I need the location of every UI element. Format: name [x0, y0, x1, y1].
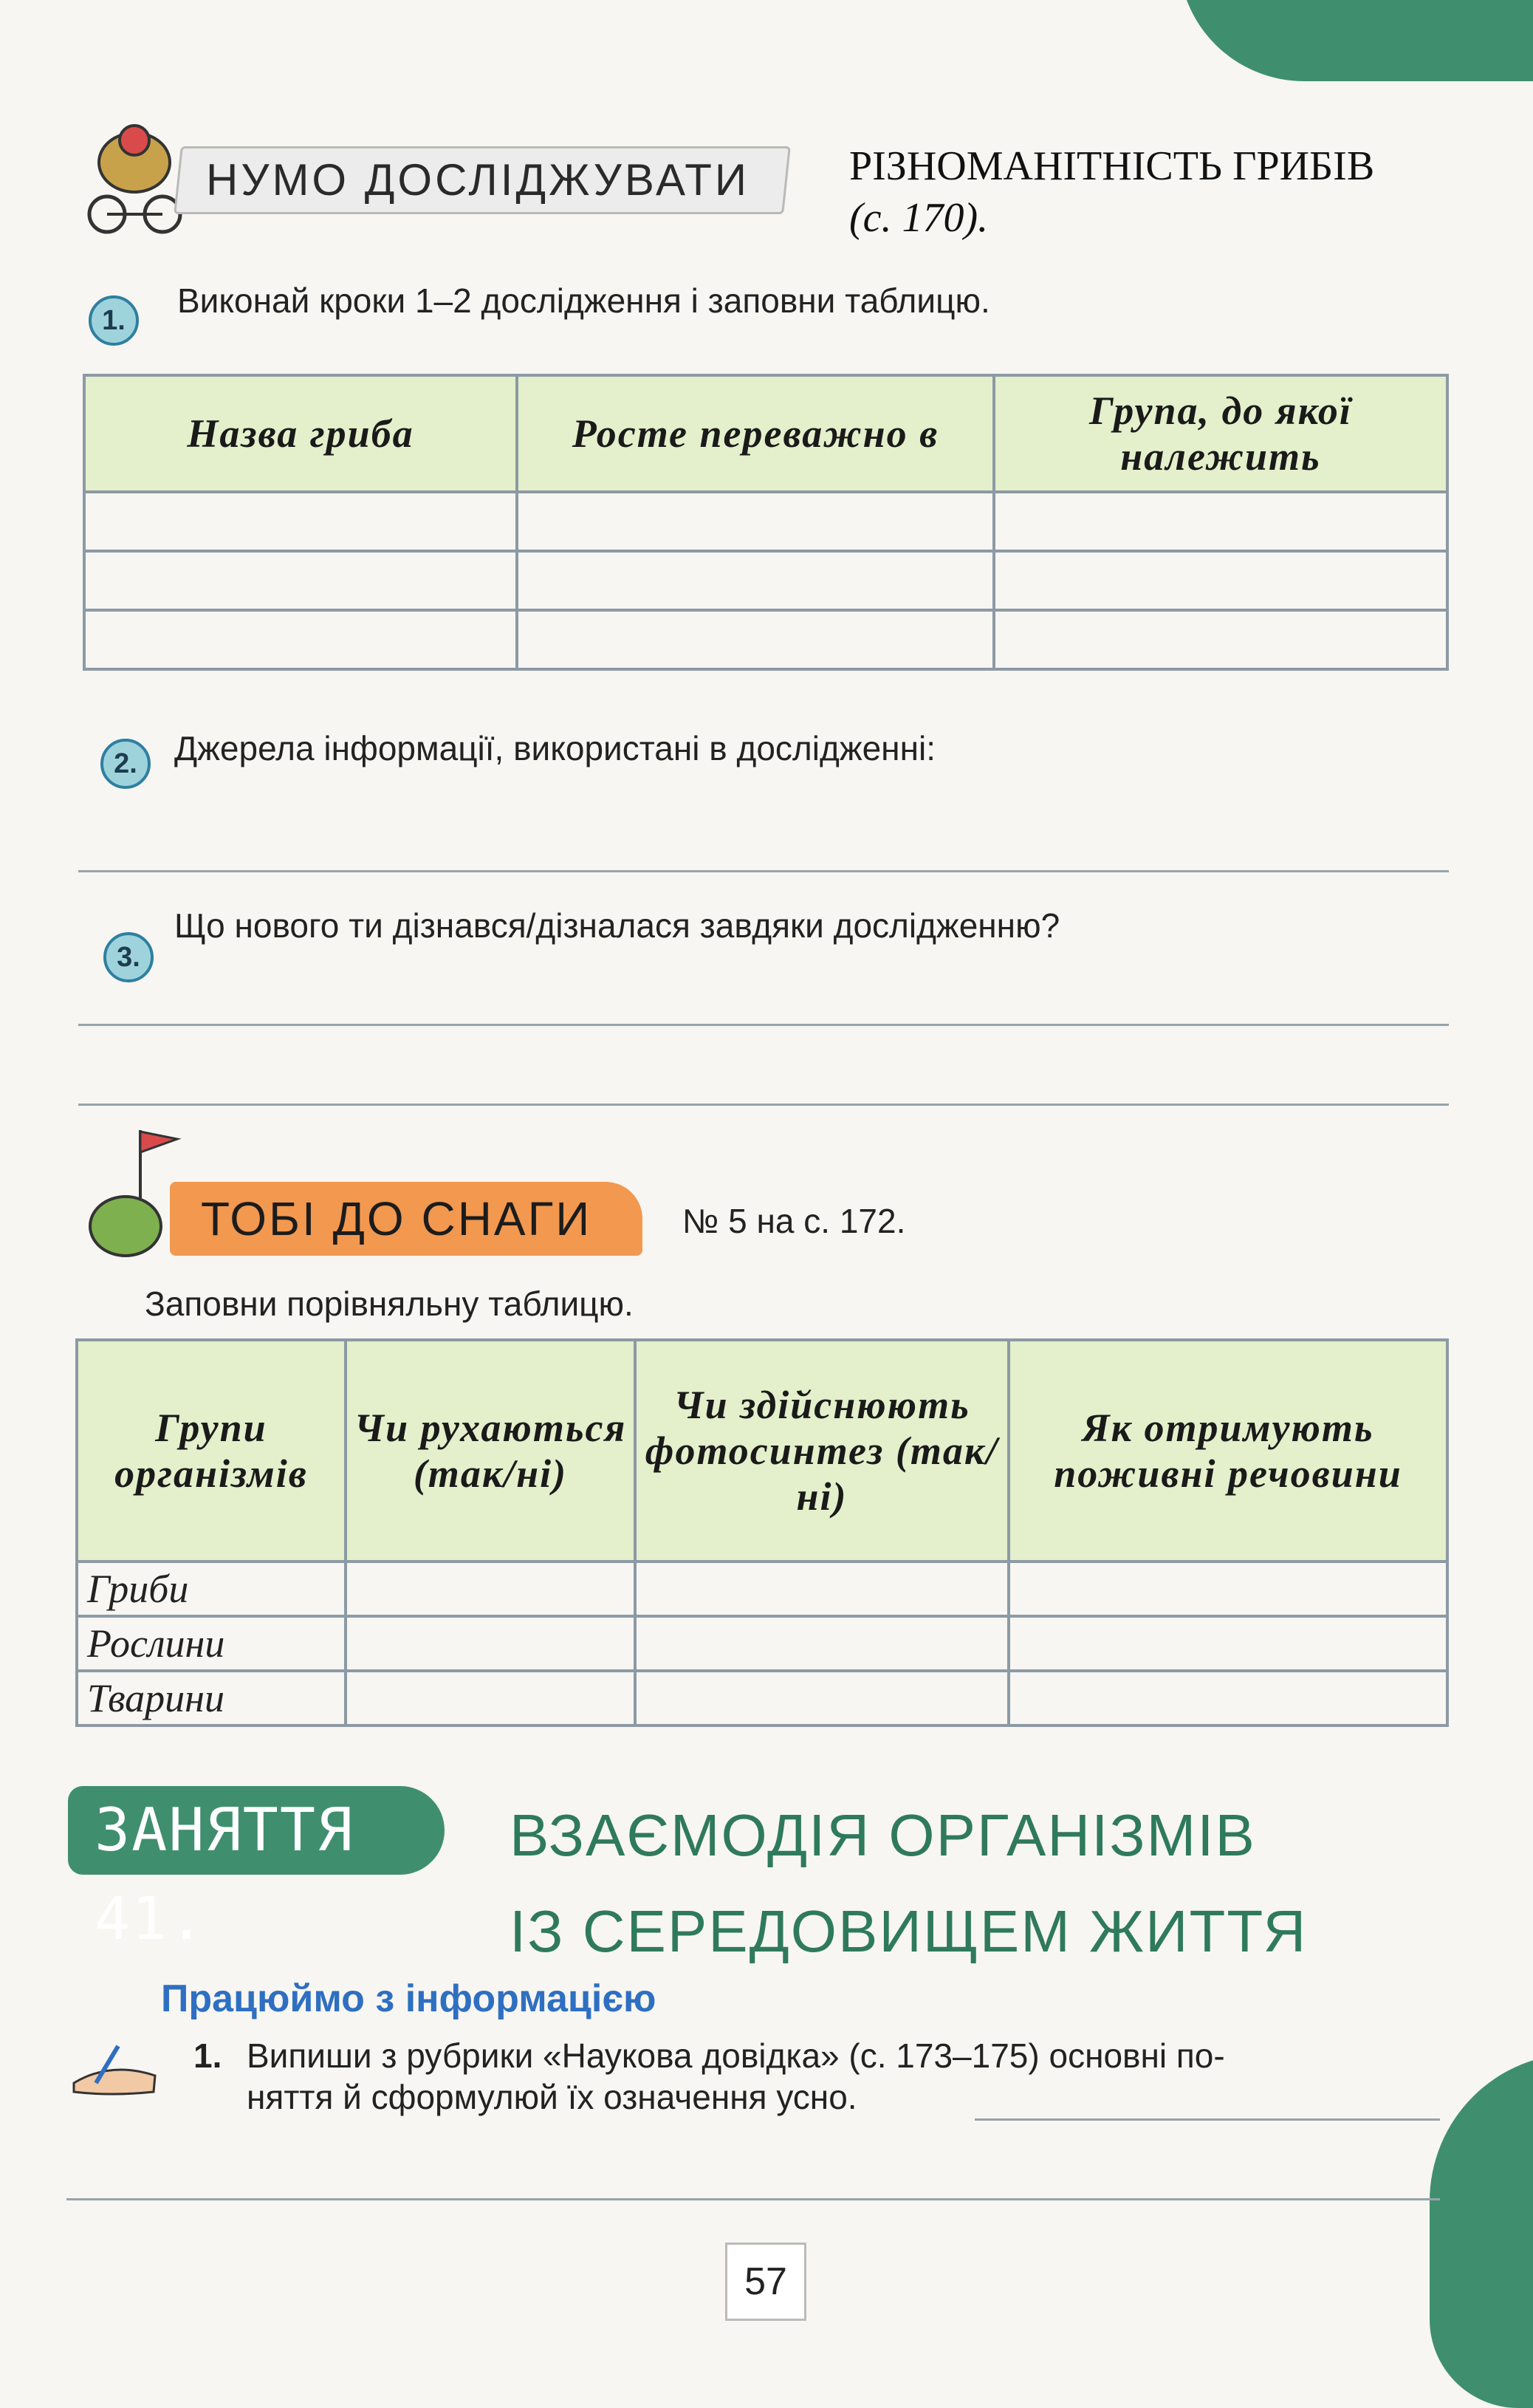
table2-instruction: Заповни порівняльну таблицю.: [145, 1285, 634, 1323]
strength-reference: № 5 на с. 172.: [682, 1202, 906, 1240]
task-1-number: 1.: [89, 295, 139, 346]
info-section-heading: Працюймо з інформацією: [161, 1977, 656, 2020]
table1-cell[interactable]: [84, 551, 517, 610]
table2-row-label: Тварини: [77, 1671, 346, 1725]
table2-cell[interactable]: [1009, 1671, 1447, 1725]
answer-line[interactable]: [975, 2118, 1440, 2121]
lesson-badge-label: ЗАНЯТТЯ 41.: [95, 1796, 354, 1953]
table2-cell[interactable]: [1009, 1616, 1447, 1671]
hand-writing-icon: [66, 2039, 162, 2098]
side-decoration: [1430, 2053, 1533, 2408]
topic-title: [849, 140, 1514, 244]
task-3-number: 3.: [103, 932, 154, 982]
table1-cell[interactable]: [517, 492, 994, 551]
corner-decoration: [1179, 0, 1533, 81]
task-2-number: 2.: [100, 739, 151, 789]
table2-cell[interactable]: [635, 1562, 1009, 1616]
lesson-title: [510, 1788, 1469, 1980]
bug-bike-icon: [81, 111, 185, 236]
table2-header-move: Чи рухаються (так/ні): [346, 1340, 635, 1562]
table2-cell[interactable]: [635, 1671, 1009, 1725]
lesson-title-line2: ІЗ СЕРЕДОВИЩЕМ ЖИТТЯ: [510, 1898, 1308, 1964]
page-number: 57: [725, 2243, 806, 2321]
table2-cell[interactable]: [346, 1562, 635, 1616]
mushroom-table: [83, 374, 1449, 671]
task-2-text: Джерела інформації, використані в дослідженні:: [174, 729, 936, 767]
task-1-text: Виконай кроки 1–2 дослідження і заповни таблицю.: [177, 281, 990, 320]
table2-header-photosynthesis: Чи здійснюють фотосинтез (так/ні): [635, 1340, 1009, 1562]
table1-cell[interactable]: [994, 610, 1447, 669]
answer-line[interactable]: [78, 1104, 1449, 1106]
table1-cell[interactable]: [517, 610, 994, 669]
explore-banner-label: НУМО ДОСЛІДЖУВАТИ: [206, 155, 750, 205]
table2-row-label: Рослини: [77, 1616, 346, 1671]
strength-banner: [170, 1182, 642, 1256]
answer-line[interactable]: [66, 2198, 1440, 2200]
comparison-table: [75, 1338, 1449, 1727]
table1-header-name: Назва гриба: [84, 375, 517, 492]
table2-header-nutrition: Як отримують поживні речовини: [1009, 1340, 1447, 1562]
info-task-line2: няття й сформулюй їх означення усно.: [247, 2078, 857, 2116]
table2-cell[interactable]: [346, 1671, 635, 1725]
table1-cell[interactable]: [994, 492, 1447, 551]
table2-cell[interactable]: [635, 1616, 1009, 1671]
table1-header-grows: Росте переважно в: [517, 375, 994, 492]
table2-header-groups: Групи організмів: [77, 1340, 346, 1562]
table1-cell[interactable]: [84, 492, 517, 551]
table1-cell[interactable]: [994, 551, 1447, 610]
table1-cell[interactable]: [84, 610, 517, 669]
info-task-number: 1.: [193, 2036, 222, 2075]
table2-cell[interactable]: [346, 1616, 635, 1671]
topic-page-ref: (с. 170).: [849, 195, 989, 241]
topic-title-text: РІЗНОМАНІТНІСТЬ ГРИБІВ: [849, 143, 1375, 189]
table1-cell[interactable]: [517, 551, 994, 610]
info-task-line1: Випиши з рубрики «Наукова довідка» (с. 173–175) основні по-: [247, 2036, 1225, 2075]
strength-banner-label: ТОБІ ДО СНАГИ: [201, 1192, 592, 1245]
answer-line[interactable]: [78, 1024, 1449, 1026]
table1-header-group: Група, до якої належить: [994, 375, 1447, 492]
answer-line[interactable]: [78, 870, 1449, 872]
lesson-title-line1: ВЗАЄМОДІЯ ОРГАНІЗМІВ: [510, 1802, 1256, 1868]
table2-row-label: Гриби: [77, 1562, 346, 1616]
explore-banner: [174, 146, 791, 214]
table2-cell[interactable]: [1009, 1562, 1447, 1616]
lesson-badge: [68, 1786, 445, 1953]
task-3-text: Що нового ти дізнався/дізналася завдяки дослідженню?: [174, 906, 1060, 945]
bug-flag-icon: [81, 1123, 185, 1270]
